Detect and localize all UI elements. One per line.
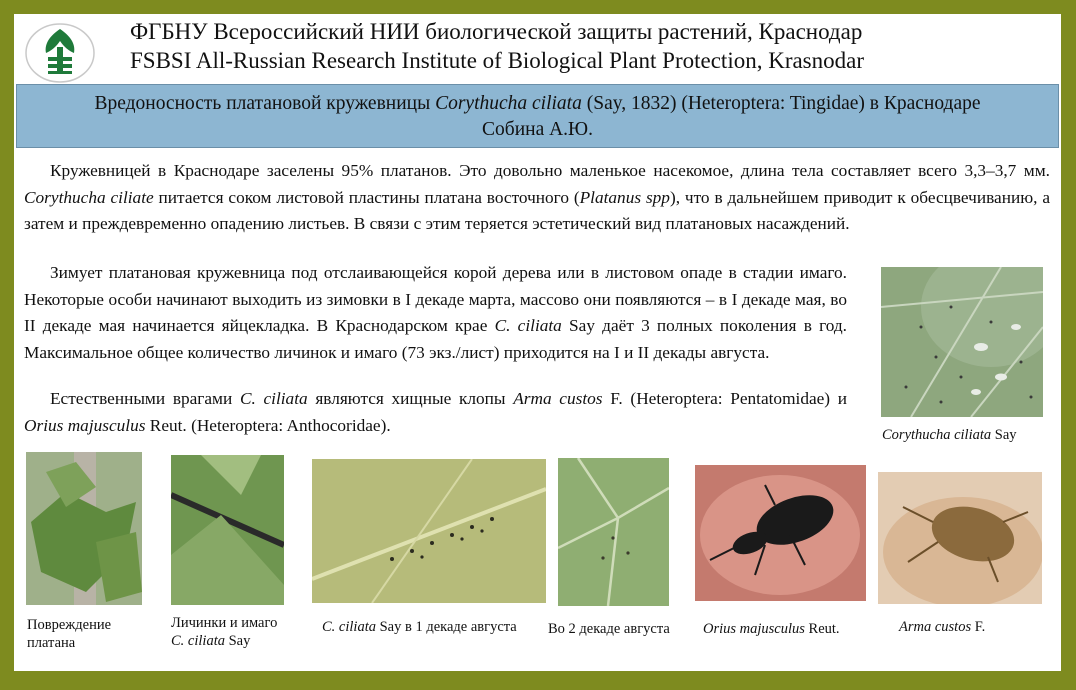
- para1-species: Corythucha ciliate: [24, 187, 154, 207]
- photo-aug-second-decade: [558, 458, 669, 606]
- photo-orius-majusculus: [695, 465, 866, 601]
- caption-corythucha-italic: Corythucha ciliata: [882, 427, 992, 443]
- title-part2: (Say, 1832) (Heteroptera: Tingidae) в Краснодаре: [581, 93, 981, 114]
- photo-aug-first-decade: [312, 459, 546, 603]
- caption-larvae-line1: Личинки и имаго: [171, 615, 278, 631]
- paragraph-1: [24, 158, 1050, 238]
- poster: [14, 14, 1061, 671]
- caption-larvae-rest: Say: [224, 633, 251, 649]
- header-line-en: FSBSI All-Russian Research Institute of Biological Plant Protection, Krasnodar: [130, 48, 865, 73]
- caption-orius-italic: Orius majusculus: [703, 621, 805, 637]
- poster-title: [16, 84, 1059, 148]
- caption-damage: [27, 616, 111, 652]
- caption-larvae-italic: C. ciliata: [171, 633, 225, 649]
- para1-text-c: питается соком листовой пластины платана восточного (: [153, 187, 580, 207]
- caption-orius-rest: Reut.: [804, 621, 840, 637]
- header: [14, 14, 1061, 84]
- para3-arma: Arma custos: [513, 389, 603, 408]
- caption-aug-first: [322, 618, 517, 636]
- para2-text-a: Зимует платановая кружевница под отслаивающейся корой дерева или в листовом опаде в стадии имаго. Некоторые особи начинают выходить из зимовки в I декаде марта, массово они появляются – в I декаде мая, во II декаде мая начинается яйцекладка. В Краснодарском крае: [24, 263, 847, 335]
- caption-damage-line2: платана: [27, 635, 76, 651]
- caption-corythucha-rest: Say: [991, 427, 1017, 443]
- photo-arma-custos: [878, 472, 1042, 604]
- caption-aug-first-rest: Say в 1 декаде августа: [375, 619, 517, 635]
- paragraph-3: [24, 386, 847, 439]
- para1-genus: Platanus spp: [579, 187, 670, 207]
- para3-text-e: F. (Heteroptera: Pentatomidae) и: [602, 389, 847, 408]
- para3-text-g: Reut. (Heteroptera: Anthocoridae).: [145, 415, 391, 435]
- para1-text-e: ), что в дальнейшем приводит к обесцвечиванию, а затем и преждевременно опадению листьев. В связи с этим теряется эстетический вид платановых насаждений.: [24, 187, 1050, 233]
- photo-corythucha-leaf: [881, 267, 1043, 417]
- title-part1: Вредоносность платановой кружевницы: [94, 93, 436, 114]
- para2-species: C. ciliata: [494, 316, 562, 335]
- paragraph-2: [24, 260, 847, 366]
- photo-larvae-imago: [171, 455, 284, 605]
- caption-aug-second: Во 2 декаде августа: [548, 621, 670, 637]
- caption-corythucha: [882, 426, 1017, 444]
- title-species: Corythucha ciliata: [435, 93, 582, 114]
- institute-logo: [24, 23, 96, 83]
- para3-text-c: являются хищные клопы: [307, 389, 514, 408]
- para3-species: C. ciliata: [239, 389, 308, 408]
- para1-text-a: Кружевницей в Краснодаре заселены 95% платанов. Это довольно маленькое насекомое, длина тела составляет всего 3,3–3,7 мм.: [50, 161, 1050, 180]
- title-author: Собина А.Ю.: [482, 119, 593, 140]
- caption-arma-rest: F.: [971, 619, 986, 635]
- para3-orius: Orius majusculus: [24, 415, 146, 435]
- photo-plane-damage: [26, 452, 142, 605]
- caption-damage-line1: Повреждение: [27, 617, 112, 633]
- caption-orius: [703, 620, 840, 638]
- caption-arma-italic: Arma custos: [899, 619, 972, 635]
- caption-larvae: [171, 614, 277, 650]
- header-line-ru: ФГБНУ Всероссийский НИИ биологической защиты растений, Краснодар: [130, 19, 863, 44]
- caption-aug-first-italic: C. ciliata: [322, 619, 376, 635]
- caption-arma: [899, 618, 985, 636]
- para2-text-c: Say даёт 3 полных поколения в год. Максимальное общее количество личинок и имаго (73 экз./лист) приходится на I и II декады августа.: [24, 316, 847, 362]
- para3-text-a: Естественными врагами: [50, 389, 240, 408]
